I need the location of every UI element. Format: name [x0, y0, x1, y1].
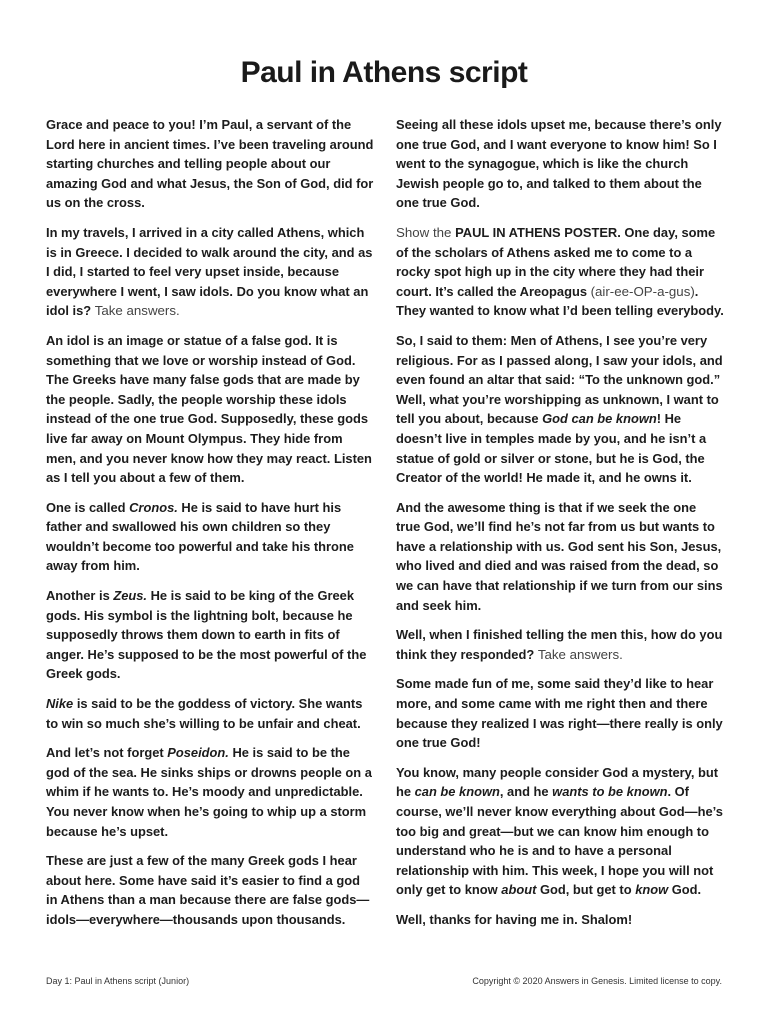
emphasis: know: [635, 882, 669, 898]
paragraph-text: Another is: [46, 588, 114, 604]
stage-direction: Show the: [396, 224, 456, 240]
paragraph: [396, 910, 724, 930]
paragraph: [46, 586, 374, 684]
paragraph-text: He is said to be king of the Greek gods. His symbol is the lightning bolt, because he supposedly throws them down to earth in fits of anger. He’s supposed to be the most powerful of the Greek gods.: [46, 588, 367, 682]
paragraph: [46, 223, 374, 321]
paragraph-text: And let’s not forget: [46, 745, 168, 761]
paragraph-text: These are just a few of the many Greek gods I hear about here. Some have said it’s easier to find a god in Athens than a man because there are false gods—idols—everywhere—thousands upon thousands.: [46, 853, 370, 927]
paragraph-text: He is said to be the god of the sea. He sinks ships or drowns people on a whim if he wants to. He’s moody and unpredictable. You never know when he’s going to whip up a storm because he’s upset.: [46, 745, 372, 839]
paragraph-text: In my travels, I arrived in a city called Athens, which is in Greece. I decided to walk around the city, and as I did, I started to feel very upset inside, because everywhere I went, I saw idols. Do you know what an idol is?: [46, 224, 373, 319]
paragraph-text: You know, many people consider God a mystery, but he: [396, 764, 719, 800]
paragraph: [46, 851, 374, 929]
paragraph: [396, 674, 724, 752]
god-name: Cronos.: [129, 499, 178, 515]
paragraph-text: ! He doesn’t live in temples made by you, and he isn’t a statue of gold or silver or stone, but he is God, the Creator of the world! He made it, and he owns it.: [396, 411, 707, 486]
pronunciation: (air-ee-OP-a-gus): [590, 283, 695, 299]
paragraph: [46, 743, 374, 841]
paragraph-text: . They wanted to know what I’d been telling everybody.: [396, 283, 724, 319]
paragraph: [46, 498, 374, 576]
emphasis: wants to be known: [552, 784, 668, 800]
paragraph-text: And the awesome thing is that if we seek the one true God, we’ll find he’s not far from us but wants to have a relationship with us. God sent his Son, Jesus, who lived and died and was raised from the dead, so we can have that relationship if we turn from our sins and seek him.: [396, 499, 723, 613]
stage-direction: Take answers.: [537, 646, 623, 662]
paragraph-text: He is said to have hurt his father and swallowed his own children so they wouldn’t become too powerful and take his throne away from him.: [46, 499, 354, 574]
paragraph: [396, 625, 724, 664]
paragraph: [396, 763, 724, 900]
paragraph-text: is said to be the goddess of victory. She wants to win so much she’s willing to be unfair and cheat.: [46, 696, 363, 731]
paragraph: [46, 115, 374, 213]
paragraph: [46, 331, 374, 488]
emphasis: God can be known: [542, 411, 657, 427]
god-name: Zeus.: [113, 588, 147, 604]
emphasis: can be known: [414, 784, 500, 800]
paragraph-text: Grace and peace to you! I’m Paul, a servant of the Lord here in ancient times. I’ve been traveling around starting churches and telling people about our amazing God and what Jesus, the Son of God, did for us on the cross.: [46, 117, 374, 211]
paragraph-text: An idol is an image or statue of a false god. It is something that we love or worship instead of God. The Greeks have many false gods that are made by the people. Sadly, the people worship these idols instead of the one true God. Supposedly, these gods live far away on Mount Olympus. They hide from men, and you never know how they may react. Listen as I tell you about a few of them.: [46, 332, 372, 486]
stage-direction: Take answers.: [94, 303, 180, 319]
paragraph: [396, 223, 724, 321]
paragraph-text: Well, thanks for having me in. Shalom!: [396, 911, 633, 927]
paragraph-text: , and he: [499, 784, 553, 800]
paragraph: [396, 331, 724, 488]
emphasis: about: [501, 882, 537, 898]
right-column: [396, 115, 724, 940]
paragraph-text: God, but get to: [536, 882, 636, 898]
paragraph-text: Seeing all these idols upset me, because there’s only one true God, and I want everyone to know him! So I went to the synagogue, which is like the church Jewish people go to, and talked to them about the one true God.: [396, 117, 722, 211]
paragraph: [46, 694, 374, 733]
paragraph-text: Some made fun of me, some said they’d like to hear more, and some came with me right then and there because they realized I was right—there really is only one true God!: [396, 676, 723, 751]
paragraph-text: One day, some of the scholars of Athens asked me to come to a rocky spot high up in the city where they had their court. It’s called the Areopagus: [396, 224, 716, 299]
poster-reference: PAUL IN ATHENS POSTER.: [455, 224, 621, 240]
footer-page-label: Day 1: Paul in Athens script (Junior): [46, 976, 190, 986]
paragraph-text: One is called: [46, 499, 130, 515]
god-name: Nike: [46, 696, 74, 712]
paragraph-text: God.: [668, 882, 702, 898]
paragraph-text: So, I said to them: Men of Athens, I see you’re very religious. For as I passed along, I saw your idols, and even found an altar that said: “To the unknown god.” Well, what you’re worshipping as unknown, I want to tell you about, because: [396, 332, 723, 427]
god-name: Poseidon.: [167, 745, 229, 761]
paragraph-text: Well, when I finished telling the men this, how do you think they responded?: [396, 627, 723, 662]
paragraph: [396, 115, 724, 213]
paragraph-text: . Of course, we’ll never know everything about God—he’s too big and great—but we can know him enough to understand who he is and to have a personal relationship with him. This week, I hope you will not only get to know: [396, 784, 723, 898]
paragraph: [396, 498, 724, 616]
footer-copyright: Copyright © 2020 Answers in Genesis. Limited license to copy.: [472, 976, 722, 986]
left-column: [46, 115, 374, 940]
page-title: Paul in Athens script: [240, 56, 528, 89]
